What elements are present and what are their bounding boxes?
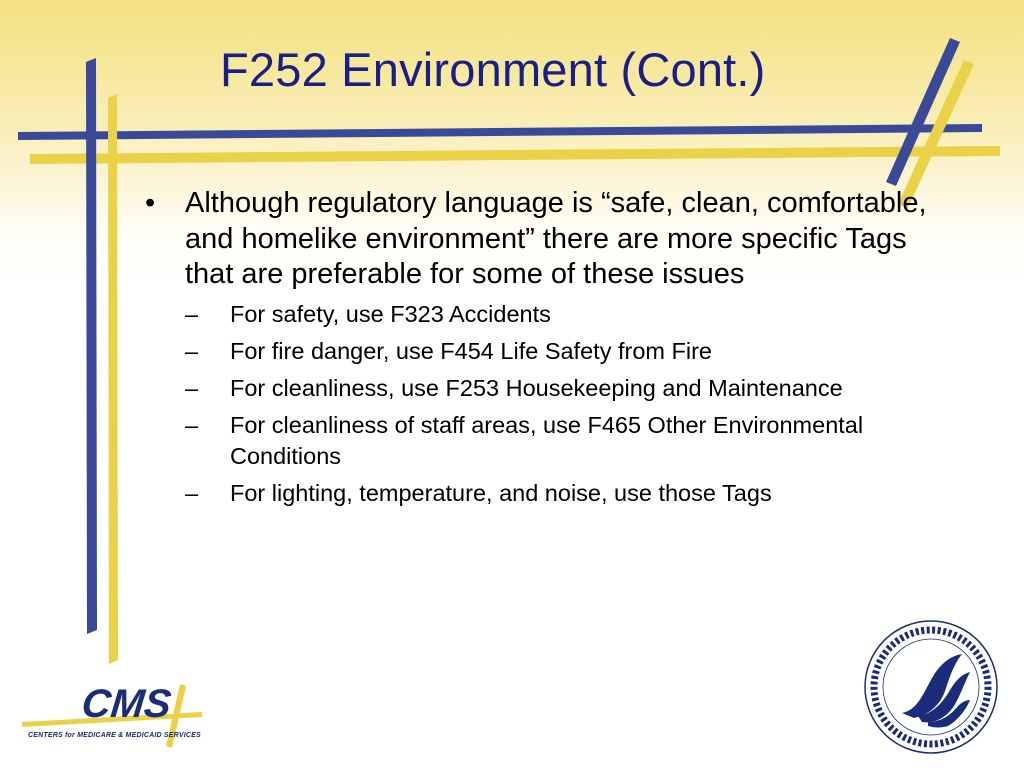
blue-vertical-stripe xyxy=(86,58,97,634)
cms-logo xyxy=(22,682,202,752)
sub-bullet-marker: – xyxy=(185,479,199,506)
sub-bullet-marker: – xyxy=(185,300,199,327)
blue-horizontal-stripe xyxy=(18,124,982,140)
cms-logo-text: CMS xyxy=(79,682,174,726)
hhs-eagle-icon xyxy=(862,618,1000,756)
sub-bullet-item xyxy=(185,410,965,472)
cms-logo-tagline: CENTERS for MEDICARE & MEDICAID SERVICES xyxy=(28,732,201,739)
gold-horizontal-stripe xyxy=(30,146,1000,164)
sub-bullet-text: For cleanliness of staff areas, use F465 Other Environmental Conditions xyxy=(230,411,864,469)
sub-bullet-list xyxy=(145,299,965,509)
slide-title: F252 Environment (Cont.) xyxy=(220,43,766,96)
hhs-seal xyxy=(862,618,1000,756)
sub-bullet-text: For cleanliness, use F253 Housekeeping and Maintenance xyxy=(230,374,843,401)
sub-bullet-item xyxy=(185,478,965,509)
sub-bullet-text: For fire danger, use F454 Life Safety from Fire xyxy=(230,337,712,364)
gold-vertical-stripe xyxy=(108,94,118,664)
sub-bullet-item xyxy=(185,299,965,330)
bullet-text: Although regulatory language is “safe, clean, comfortable, and homelike environment” there are more specific Tags that are preferable for some of these issues xyxy=(185,187,927,290)
sub-bullet-marker: – xyxy=(185,337,199,364)
bullet-marker: • xyxy=(145,187,156,219)
sub-bullet-text: For lighting, temperature, and noise, use those Tags xyxy=(230,479,772,506)
sub-bullet-text: For safety, use F323 Accidents xyxy=(230,300,551,327)
sub-bullet-item xyxy=(185,373,965,404)
sub-bullet-item xyxy=(185,336,965,367)
sub-bullet-marker: – xyxy=(185,374,199,401)
sub-bullet-marker: – xyxy=(185,411,199,438)
bullet-item xyxy=(145,186,965,293)
slide-body xyxy=(145,186,965,509)
